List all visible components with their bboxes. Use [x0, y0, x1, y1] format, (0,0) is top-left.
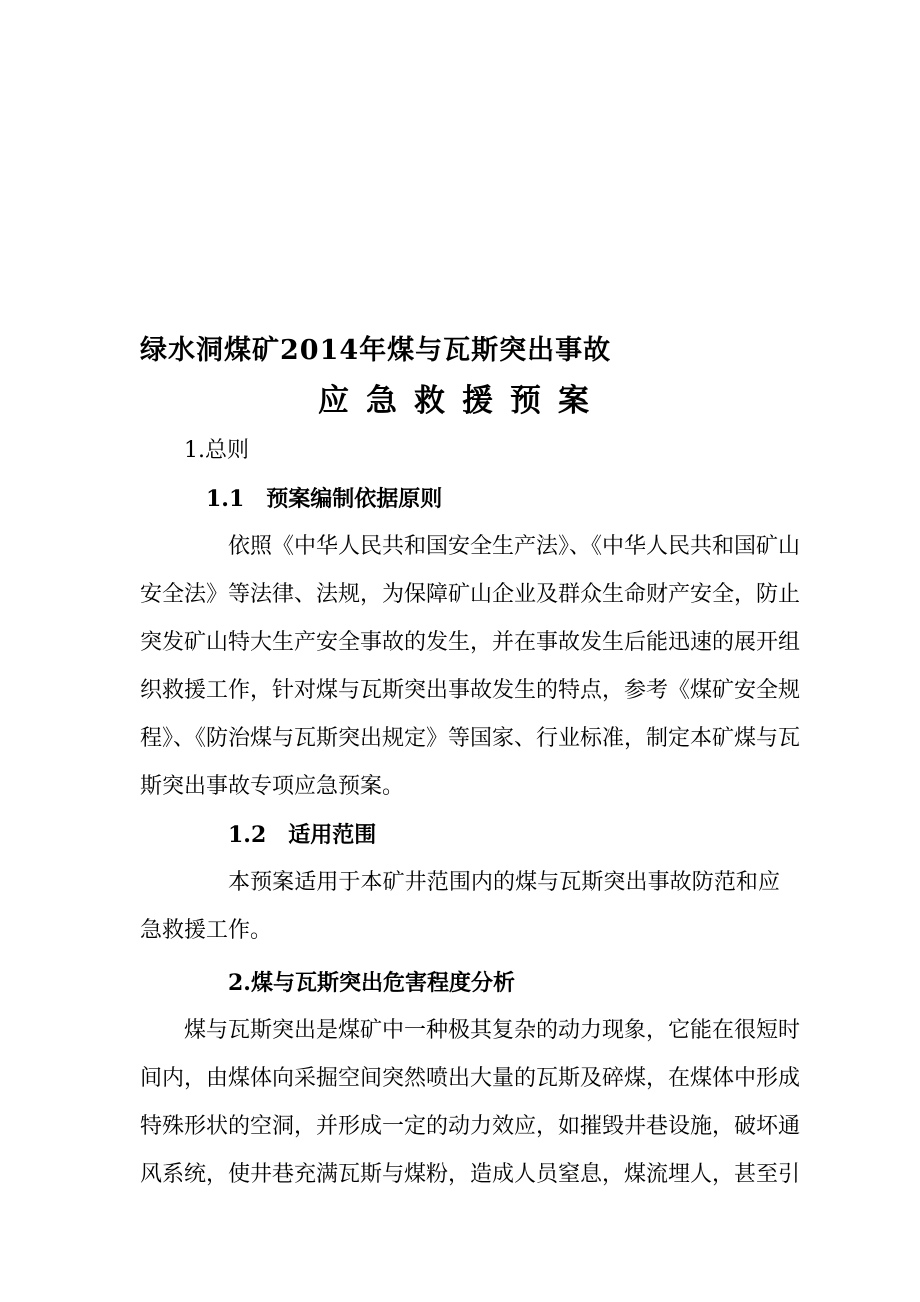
paragraph-line: 斯突出事故专项应急预案。: [140, 774, 405, 799]
document-title-line2: 应急救援预案: [318, 383, 606, 419]
paragraph-line: 依照《中华人民共和国安全生产法》、《中华人民共和国矿山: [228, 534, 801, 559]
paragraph-line: 突发矿山特大生产安全事故的发生，并在事故发生后能迅速的展开组: [140, 630, 801, 655]
document-title-line1: 绿水洞煤矿2014年煤与瓦斯突出事故: [140, 335, 612, 366]
paragraph-line: 风系统，使井巷充满瓦斯与煤粉，造成人员窒息，煤流埋人，甚至引: [140, 1162, 801, 1187]
paragraph-line: 安全法》等法律、法规，为保障矿山企业及群众生命财产安全，防止: [140, 582, 801, 607]
paragraph-line: 间内，由煤体向采掘空间突然喷出大量的瓦斯及碎煤，在煤体中形成: [140, 1066, 801, 1091]
paragraph-line: 煤与瓦斯突出是煤矿中一种极其复杂的动力现象，它能在很短时: [184, 1018, 801, 1043]
paragraph-line: 急救援工作。: [140, 918, 273, 943]
section-heading-1: 1.总则: [184, 438, 249, 463]
section-heading-1-1: 1.1 预案编制依据原则: [206, 486, 443, 512]
paragraph-line: 本预案适用于本矿井范围内的煤与瓦斯突出事故防范和应: [228, 870, 780, 895]
paragraph-line: 程》、《防治煤与瓦斯突出规定》等国家、行业标准，制定本矿煤与瓦: [140, 726, 801, 751]
section-heading-1-2: 1.2 适用范围: [228, 822, 377, 848]
paragraph-line: 织救援工作，针对煤与瓦斯突出事故发生的特点，参考《煤矿安全规: [140, 678, 801, 703]
section-heading-2: 2.煤与瓦斯突出危害程度分析: [228, 970, 515, 996]
paragraph-line: 特殊形状的空洞，并形成一定的动力效应，如摧毁井巷设施，破坏通: [140, 1114, 801, 1139]
